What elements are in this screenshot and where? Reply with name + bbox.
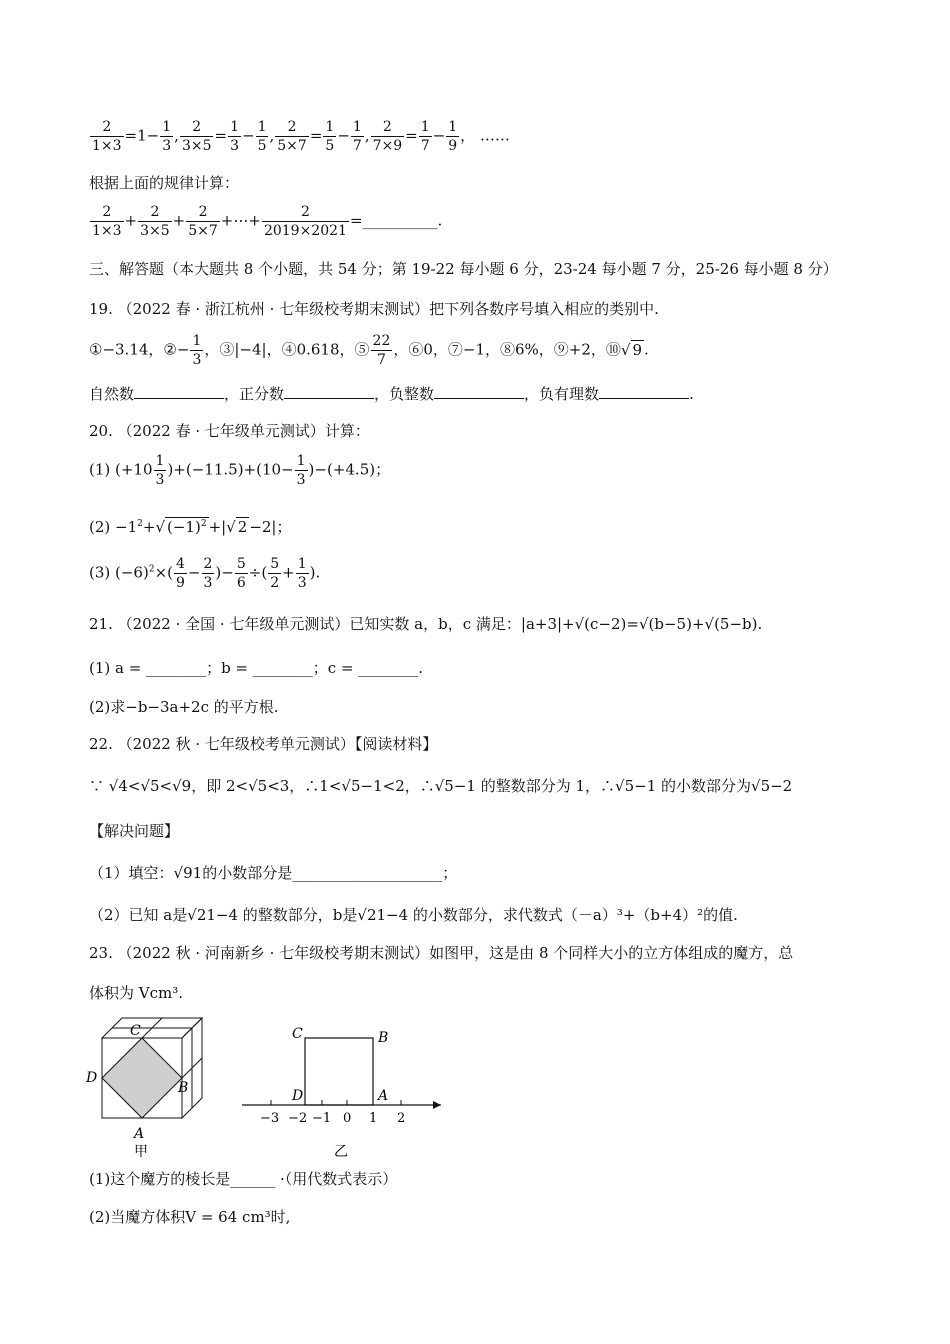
q22-part2: （2）已知 a是√21−4 的整数部分，b是√21−4 的小数部分，求代数式（－a）³+（b+4）²的值. xyxy=(89,906,738,924)
figure-label-yi: 乙 xyxy=(334,1144,348,1160)
q21-part1: (1) a = ________；b = ________；c = ________. xyxy=(89,659,424,677)
square-label-a: A xyxy=(378,1088,389,1104)
tick-label: 1 xyxy=(369,1111,378,1126)
cube-label-a: A xyxy=(134,1126,145,1142)
q20-part2: $(2) -1^2+√$ $(-1)^2$ +|√ 2 −2|； xyxy=(89,518,292,536)
cube-label-d: D xyxy=(86,1070,98,1086)
q23-part2: (2)当魔方体积V = 64 cm³时, xyxy=(89,1208,291,1226)
q22-solve-heading: 【解决问题】 xyxy=(89,822,180,840)
q19-categories: 自然数 ，正分数 ，负整数 ，负有理数 . xyxy=(89,385,694,403)
q22-title: 22. （2022 秋 · 七年级校考单元测试）【阅读材料】 xyxy=(89,735,438,753)
q20-part1: (1) (+10 $\frac{1}{3}$ )+(−11.5)+(10− $\frac{1}{3}$ )−(+4.5)； xyxy=(89,453,391,488)
square-label-b: B xyxy=(378,1030,389,1046)
fraction: $\frac{2}{3\times 5}$ xyxy=(181,119,212,154)
answer-blank[interactable] xyxy=(134,384,224,399)
section-heading: 三、解答题（本大题共 8 个小题，共 54 分；第 19-22 每小题 6 分，23-24 每小题 7 分，25-26 每小题 8 分） xyxy=(89,260,838,278)
q20-title: 20. （2022 春 · 七年级单元测试）计算： xyxy=(89,422,370,440)
q23-part1: (1)这个魔方的棱长是______ ·（用代数式表示） xyxy=(89,1170,398,1188)
answer-blank[interactable] xyxy=(284,384,374,399)
square-label-c: C xyxy=(292,1026,303,1042)
q23-title-cont: 体积为 Vcm³. xyxy=(89,984,184,1002)
answer-blank[interactable] xyxy=(434,384,524,399)
figure-label-jia: 甲 xyxy=(134,1144,148,1160)
tick-label: 2 xyxy=(397,1111,406,1126)
sum-expression: $\frac{2}{1\times 3}$ + $\frac{2}{3\times 5}$ + $\frac{2}{5\times 7}$ +⋯+ $\frac{2}{2019\times 2021}$ =__________. xyxy=(92,204,443,239)
tick-label: 0 xyxy=(343,1111,352,1126)
q19-title: 19. （2022 春 · 浙江杭州 · 七年级校考期末测试）把下列各数序号填入相应的类别中. xyxy=(89,300,659,318)
calc-intro: 根据上面的规律计算： xyxy=(89,174,240,192)
tick-label: −3 xyxy=(260,1111,280,1126)
cube-label-b: B xyxy=(178,1080,189,1096)
q22-part1: （1）填空：√91的小数部分是____________________； xyxy=(89,864,458,882)
q19-numbers: ①−3.14，②− $\frac{1}{3}$ ，③|−4|，④0.618，⑤ $\frac{22}{7}$ ，⑥0，⑦−1，⑧6%，⑨+2，⑩√ 9 . xyxy=(89,333,649,368)
q20-part3: (3) $(-6)^2\times$( $\frac{4}{9}$ − $\frac{2}{3}$ )− $\frac{5}{6}$ ÷( $\frac{5}{2}$ + $\frac{1}{3}$ ). xyxy=(89,556,321,591)
fraction: $\frac{2}{1\times 3}$ xyxy=(92,119,122,154)
fraction: $\frac{2}{7\times 9}$ xyxy=(372,119,403,154)
cube-label-c: C xyxy=(130,1023,141,1039)
q21-title: 21. （2022 · 全国 · 七年级单元测试）已知实数 a，b，c 满足：|a+3|+√(c−2)=√(b−5)+√(5−b). xyxy=(89,615,763,633)
numberline-figure xyxy=(236,1010,456,1160)
q21-part2: (2)求−b−3a+2c 的平方根. xyxy=(89,698,279,716)
square-label-d: D xyxy=(292,1088,304,1104)
q23-title: 23. （2022 秋 · 河南新乡 · 七年级校考期末测试）如图甲，这是由 8 个同样大小的立方体组成的魔方，总 xyxy=(89,944,794,962)
answer-blank[interactable] xyxy=(599,384,689,399)
cube-figure xyxy=(84,1010,214,1160)
pattern-line: $\frac{2}{1\times 3}$ =1− $\frac{1}{3}$ , $\frac{2}{3\times 5}$ = $\frac{1}{3}$ − $\frac{1}{5}$ , $\frac{2}{5\times 7}$ = $\frac{1}{5}$ − $\frac{1}{7}$ , $\frac{2}{7\times 9}$ = $\frac{1}{7}$ − $\frac{1}{9}$ ， …… xyxy=(92,119,510,154)
tick-label: −2 xyxy=(288,1111,308,1126)
q22-reading: ∵ √4<√5<√9，即 2<√5<3，∴1<√5−1<2，∴√5−1 的整数部分为 1，∴√5−1 的小数部分为√5−2 xyxy=(89,777,793,795)
tick-label: −1 xyxy=(312,1111,332,1126)
fraction: $\frac{2}{5\times 7}$ xyxy=(277,119,307,154)
